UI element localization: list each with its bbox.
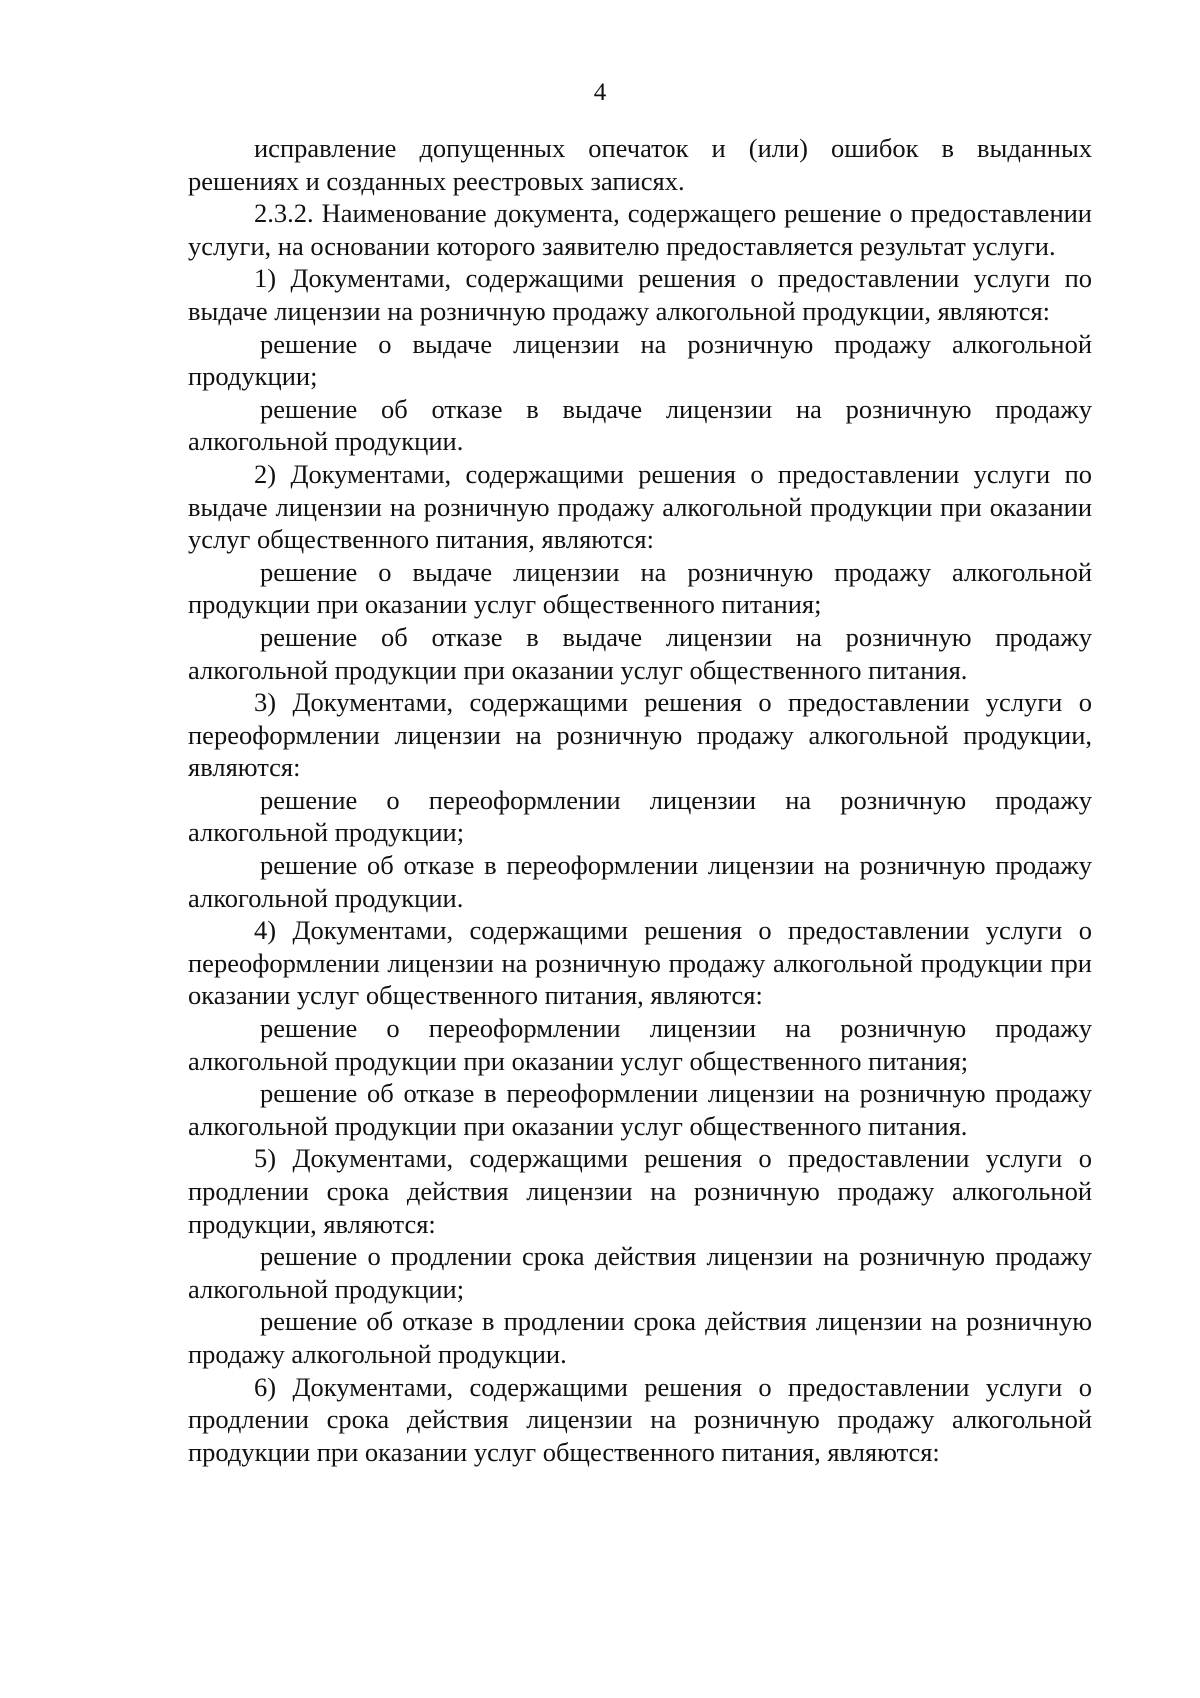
list-item-2-decision-refusal: решение об отказе в выдаче лицензии на розничную продажу алкогольной продукции при оказании услуг общественного питания. [188, 621, 1092, 685]
list-item-3-decision-reissue: решение о переоформлении лицензии на розничную продажу алкогольной продукции; [188, 784, 1092, 848]
list-item-5-decision-extension: решение о продлении срока действия лицензии на розничную продажу алкогольной продукции; [188, 1241, 1092, 1304]
list-item-4-decision-reissue: решение о переоформлении лицензии на розничную продажу алкогольной продукции при оказании услуг общественного питания; [188, 1013, 1092, 1076]
list-item-2: 2) Документами, содержащими решения о предоставлении услуги по выдаче лицензии на розничную продажу алкогольной продукции при оказании услуг общественного питания, являются: [188, 458, 1092, 555]
list-item-1-decision-issue: решение о выдаче лицензии на розничную продажу алкогольной продукции; [188, 328, 1092, 392]
list-item-2-decision-issue: решение о выдаче лицензии на розничную продажу алкогольной продукции при оказании услуг общественного питания; [188, 556, 1092, 620]
paragraph-corrections: исправление допущенных опечаток и (или) ошибок в выданных решениях и созданных реестровых записях. [188, 133, 1092, 196]
paragraph-2-3-2: 2.3.2. Наименование документа, содержащего решение о предоставлении услуги, на основании которого заявителю предоставляется результат услуги. [188, 198, 1092, 261]
list-item-4-decision-refusal: решение об отказе в переоформлении лицензии на розничную продажу алкогольной продукции при оказании услуг общественного питания. [188, 1078, 1092, 1141]
list-item-3: 3) Документами, содержащими решения о предоставлении услуги о переоформлении лицензии на розничную продажу алкогольной продукции, являются: [188, 687, 1092, 783]
list-item-3-decision-refusal: решение об отказе в переоформлении лицензии на розничную продажу алкогольной продукции. [188, 850, 1092, 913]
page-number: 4 [593, 79, 607, 106]
list-item-1: 1) Документами, содержащими решения о предоставлении услуги по выдаче лицензии на розничную продажу алкогольной продукции, являются: [188, 263, 1092, 326]
list-item-6: 6) Документами, содержащими решения о предоставлении услуги о продлении срока действия лицензии на розничную продажу алкогольной продукции при оказании услуг общественного питания, являются: [188, 1371, 1092, 1467]
list-item-5-decision-refusal: решение об отказе в продлении срока действия лицензии на розничную продажу алкогольной продукции. [188, 1306, 1092, 1369]
document-body [188, 132, 1092, 1468]
list-item-4: 4) Документами, содержащими решения о предоставлении услуги о переоформлении лицензии на розничную продажу алкогольной продукции при оказании услуг общественного питания, являются: [188, 915, 1092, 1011]
list-item-5: 5) Документами, содержащими решения о предоставлении услуги о продлении срока действия лицензии на розничную продажу алкогольной продукции, являются: [188, 1143, 1092, 1239]
list-item-1-decision-refusal: решение об отказе в выдаче лицензии на розничную продажу алкогольной продукции. [188, 393, 1092, 457]
